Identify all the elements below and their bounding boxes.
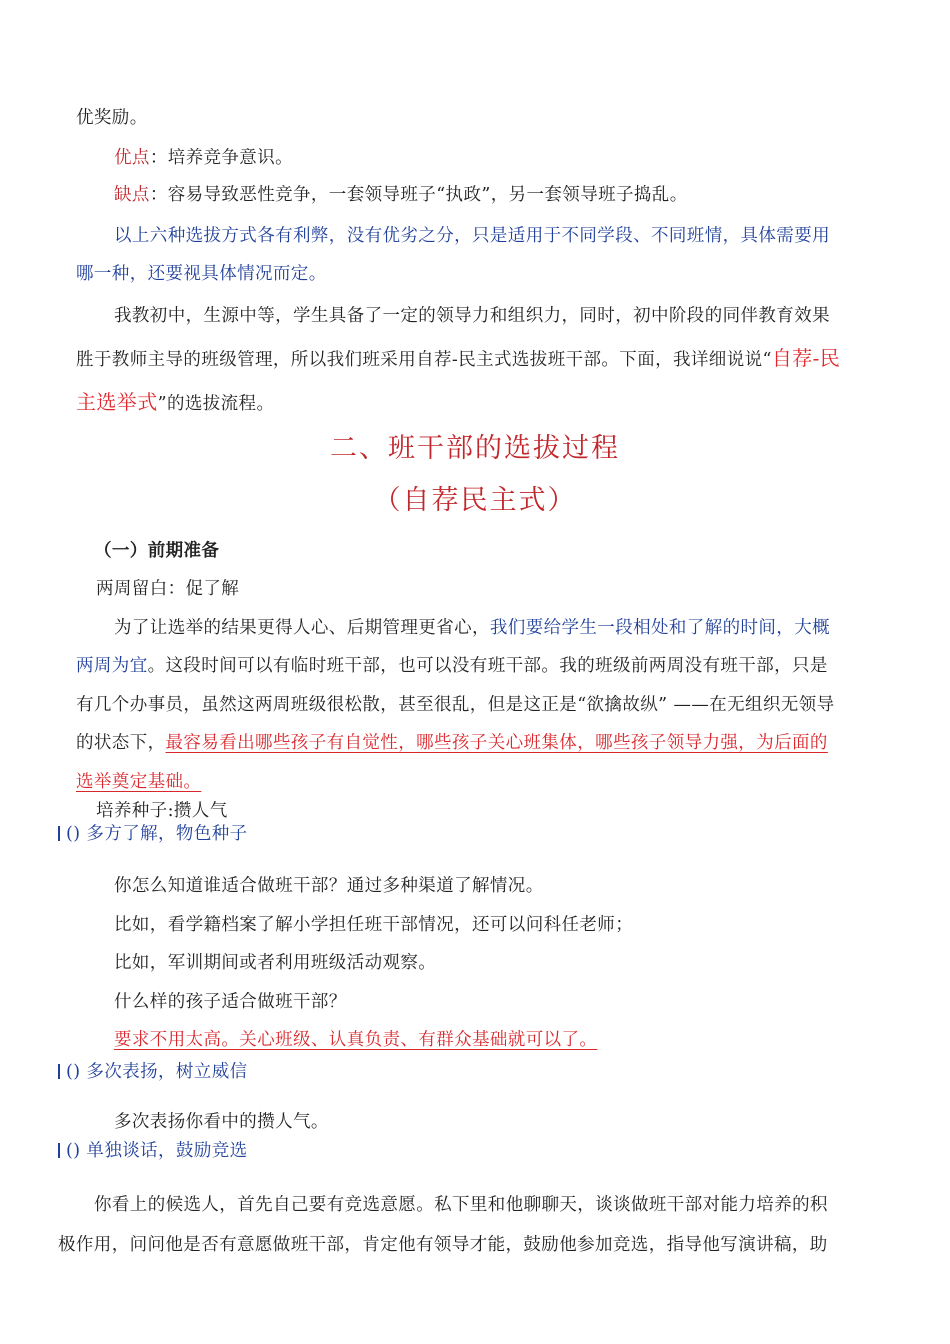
intro-line-3 <box>76 390 274 416</box>
para-emphasis: 最容易看出哪些孩子有自觉性，哪些孩子关心班集体，哪些孩子领导力强，为后面的 <box>165 733 828 753</box>
para-line-2 <box>76 654 828 678</box>
cons-line <box>114 183 688 207</box>
item-line: 多次表扬你看中的攒人气。 <box>114 1112 329 1132</box>
subsection-sub: 培养种子:攒人气 <box>96 801 228 821</box>
para-highlight: 两周为宜 <box>76 656 148 676</box>
pros-label: 优点 <box>114 148 150 168</box>
para-line-4 <box>76 731 828 755</box>
section-heading: 二、班干部的选拔过程 <box>330 433 620 464</box>
list-marker <box>58 1143 60 1158</box>
cons-text: ：容易导致恶性竞争，一套领导班子“执政”，另一套领导班子捣乱。 <box>149 185 688 205</box>
intro-text: ”的选拔流程。 <box>157 394 275 414</box>
summary-line-2: 哪一种，还要视具体情况而定。 <box>76 264 327 284</box>
intro-line-2 <box>76 346 840 372</box>
section-subheading: （自荐民主式） <box>373 485 577 516</box>
intro-line-1: 我教初中，生源中等，学生具备了一定的领导力和组织力，同时，初中阶段的同伴教育效果 <box>114 306 830 326</box>
list-marker <box>58 826 60 841</box>
item-line: 极作用，问问他是否有意愿做班干部，肯定他有领导才能，鼓励他参加竞选，指导他写演讲稿，助 <box>58 1235 828 1255</box>
item-line: 你怎么知道谁适合做班干部？通过多种渠道了解情况。 <box>114 876 544 896</box>
intro-text: 胜于教师主导的班级管理，所以我们班采用自荐-民主式选拔班干部。下面，我详细说说“ <box>76 350 772 370</box>
item-line: 什么样的孩子适合做班干部？ <box>114 992 347 1012</box>
list-marker <box>58 1064 60 1079</box>
para-text: 。这段时间可以有临时班干部，也可以没有班干部。我的班级前两周没有班干部，只是 <box>147 656 828 676</box>
item-line: 比如，看学籍档案了解小学担任班干部情况，还可以问科任老师； <box>114 915 634 935</box>
summary-line-1: 以上六种选拔方式各有利弊，没有优劣之分，只是适用于不同学段、不同班情，具体需要用 <box>114 226 830 246</box>
pros-line <box>114 146 293 170</box>
para-emphasis: 选举奠定基础。 <box>76 772 202 792</box>
item-title: () 多次表扬，树立威信 <box>66 1062 248 1082</box>
para-line-3: 有几个办事员，虽然这两周班级很松散，甚至很乱，但是这正是“欲擒故纵” ——在无组织无领导 <box>76 695 835 715</box>
item-title: () 单独谈话，鼓励竞选 <box>66 1141 248 1161</box>
pros-text: ：培养竞争意识。 <box>149 148 294 168</box>
para-text: 的状态下， <box>76 733 166 753</box>
method-highlight: 主选举式 <box>76 390 158 414</box>
para-text: 为了让选举的结果更得人心、后期管理更省心， <box>114 618 490 638</box>
paragraph-line: 优奖励。 <box>76 108 148 128</box>
item-line: 你看上的候选人，首先自己要有竞选意愿。私下里和他聊聊天，谈谈做班干部对能力培养的积 <box>94 1195 828 1215</box>
cons-label: 缺点 <box>114 185 150 205</box>
subsection-sub: 两周留白：促了解 <box>96 579 240 599</box>
method-highlight: 自荐-民 <box>771 346 841 370</box>
item-emphasis: 要求不用太高。关心班级、认真负责、有群众基础就可以了。 <box>114 1030 598 1050</box>
subsection-title: （一）前期准备 <box>94 541 220 561</box>
para-line-1 <box>114 616 830 640</box>
para-line-5 <box>76 770 201 794</box>
para-highlight: 我们要给学生一段相处和了解的时间，大概 <box>489 618 831 638</box>
item-line: 比如，军训期间或者利用班级活动观察。 <box>114 953 437 973</box>
item-title: () 多方了解，物色种子 <box>66 824 248 844</box>
